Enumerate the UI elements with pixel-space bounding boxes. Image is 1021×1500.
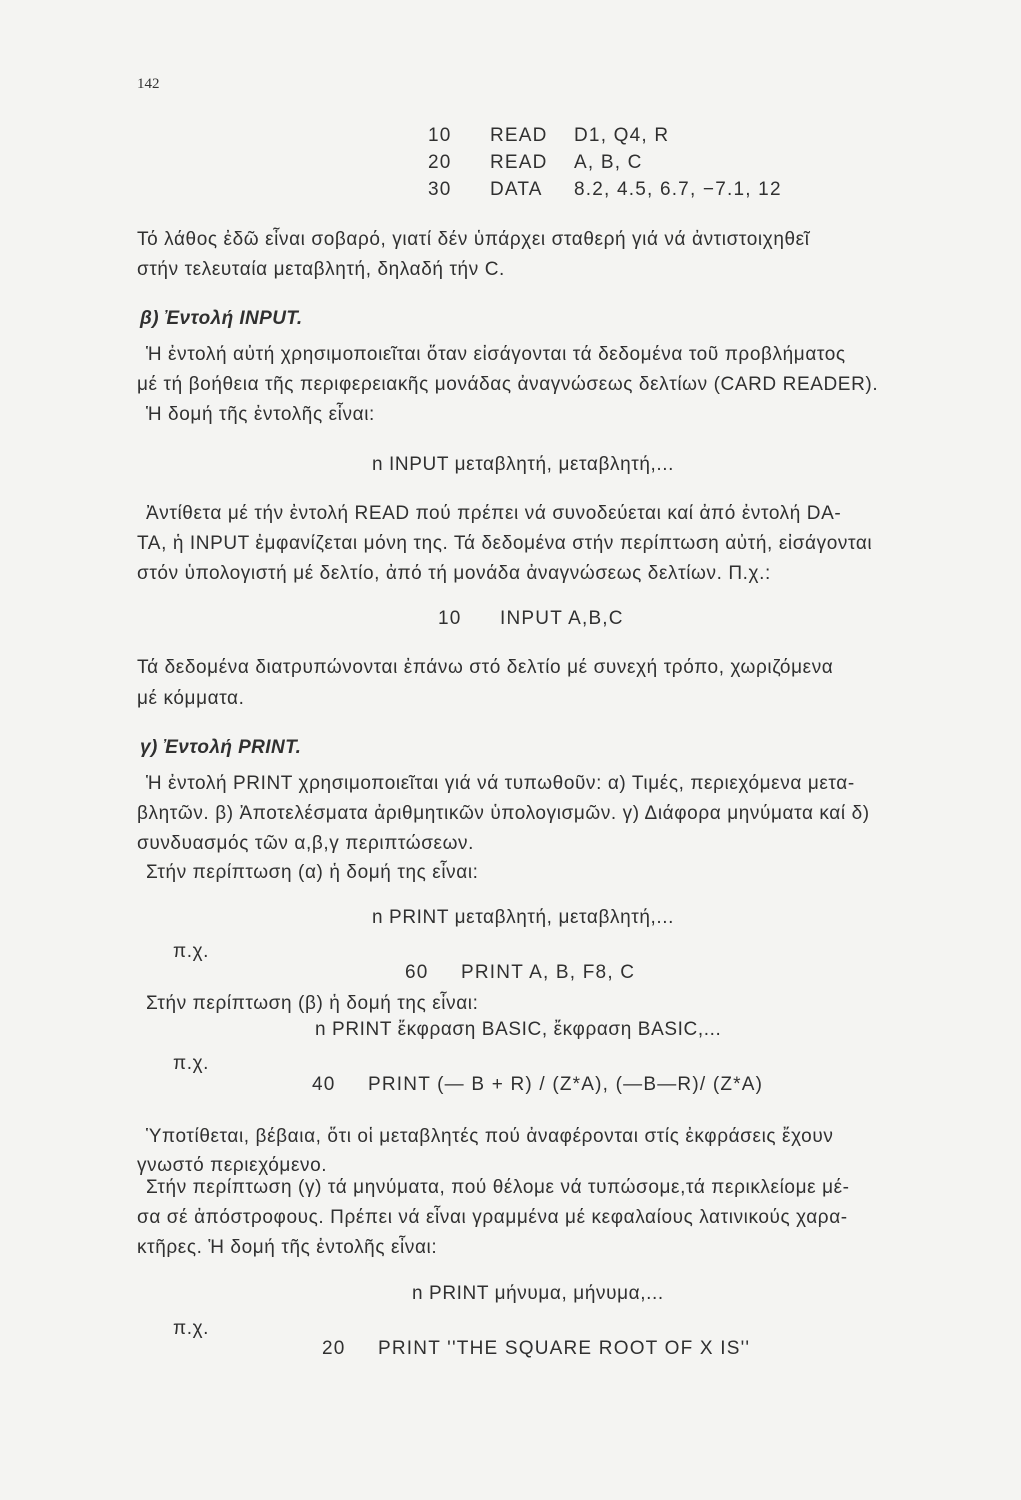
paragraph-line: μέ τή βοήθεια τῆς περιφερειακῆς μονάδας ἀναγνώσεως δελτίων (CARD READER). — [137, 374, 879, 395]
syntax-print-b: n PRINT ἔκφραση BASIC, ἔκφραση BASIC,... — [315, 1019, 722, 1040]
paragraph-line: στήν τελευταία μεταβλητή, δηλαδή τήν C. — [137, 259, 505, 280]
paragraph-line: Τά δεδομένα διατρυπώνονται ἐπάνω στό δελτίο μέ συνεχή τρόπο, χωριζόμενα — [137, 657, 834, 678]
paragraph-line: Ἡ δομή τῆς ἐντολῆς εἶναι: — [146, 404, 375, 425]
example-print-b: 40 PRINT (— B + R) / (Z*A), (—B—R)/ (Z*A) — [312, 1074, 764, 1095]
paragraph-line: Ἡ ἐντολή PRINT χρησιμοποιεῖται γιά νά τυπωθοῦν: α) Τιμές, περιεχόμενα μετα- — [146, 773, 855, 794]
paragraph-line: Ἡ ἐντολή αὐτή χρησιμοποιεῖται ὅταν εἰσάγονται τά δεδομένα τοῦ προβλήματος — [146, 344, 846, 365]
paragraph-line: κτῆρες. Ἡ δομή τῆς ἐντολῆς εἶναι: — [137, 1237, 438, 1258]
paragraph-line: συνδυασμός τῶν α,β,γ περιπτώσεων. — [137, 833, 475, 854]
paragraph-line: Στήν περίπτωση (α) ἡ δομή της εἶναι: — [146, 862, 479, 883]
paragraph-line: βλητῶν. β) Ἀποτελέσματα ἀριθμητικῶν ὑπολογισμῶν. γ) Διάφορα μηνύματα καί δ) — [137, 803, 870, 824]
eg-label: π.χ. — [173, 941, 210, 962]
paragraph-line: Ὑποτίθεται, βέβαια, ὅτι οἱ μεταβλητές πού ἀναφέρονται στίς ἐκφράσεις ἔχουν — [146, 1126, 834, 1147]
paragraph-line: Στήν περίπτωση (γ) τά μηνύματα, πού θέλομε νά τυπώσομε,τά περικλείομε μέ- — [146, 1177, 850, 1198]
eg-label: π.χ. — [173, 1318, 210, 1339]
eg-label: π.χ. — [173, 1053, 210, 1074]
syntax-input: n INPUT μεταβλητή, μεταβλητή,... — [372, 454, 675, 475]
paragraph-line: Τό λάθος ἐδῶ εἶναι σοβαρό, γιατί δέν ὑπάρχει σταθερή γιά νά ἀντιστοιχηθεῖ — [137, 229, 810, 250]
section-heading-input: β) Ἐντολή INPUT. — [140, 308, 303, 329]
page-number: 142 — [137, 76, 160, 92]
paragraph-line: στόν ὑπολογιστή μέ δελτίο, ἀπό τή μονάδα ἀναγνώσεως δελτίων. Π.χ.: — [137, 563, 771, 584]
code-line: 10 READ D1, Q4, R — [428, 125, 670, 146]
example-print-c: 20 PRINT ''THE SQUARE ROOT OF X IS'' — [322, 1338, 751, 1359]
paragraph-line: μέ κόμματα. — [137, 688, 245, 709]
example-input: 10 INPUT A,B,C — [438, 608, 624, 629]
paragraph-line: γνωστό περιεχόμενο. — [137, 1155, 328, 1176]
paragraph-line: Ἀντίθετα μέ τήν ἐντολή READ πού πρέπει νά συνοδεύεται καί ἀπό ἐντολή DA- — [146, 503, 842, 524]
section-heading-print: γ) Ἐντολή PRINT. — [140, 737, 302, 758]
paragraph-line: TA, ἡ INPUT ἐμφανίζεται μόνη της. Τά δεδομένα στήν περίπτωση αὐτή, εἰσάγονται — [137, 533, 873, 554]
paragraph-line: σα σέ ἀπόστροφους. Πρέπει νά εἶναι γραμμένα μέ κεφαλαίους λατινικούς χαρα- — [137, 1207, 848, 1228]
syntax-print-a: n PRINT μεταβλητή, μεταβλητή,... — [372, 907, 675, 928]
paragraph-line: Στήν περίπτωση (β) ἡ δομή της εἶναι: — [146, 993, 479, 1014]
example-print-a: 60 PRINT A, B, F8, C — [405, 962, 636, 983]
code-line: 30 DATA 8.2, 4.5, 6.7, −7.1, 12 — [428, 179, 782, 200]
syntax-print-c: n PRINT μήνυμα, μήνυμα,... — [412, 1283, 664, 1304]
code-line: 20 READ A, B, C — [428, 152, 643, 173]
